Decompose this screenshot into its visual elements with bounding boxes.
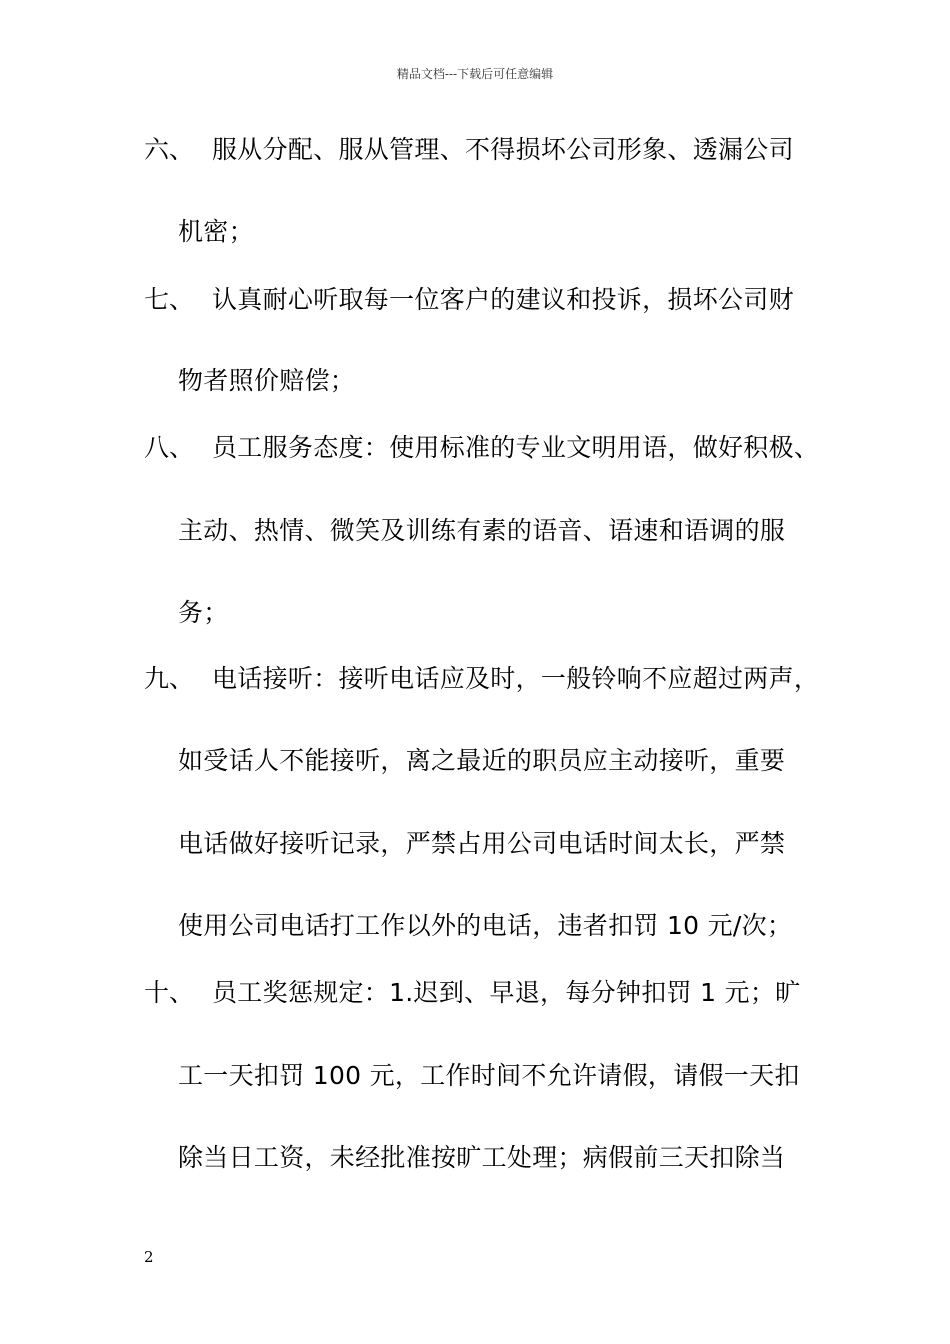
item-text-line: 机密；	[178, 217, 254, 246]
page-number: 2	[144, 1248, 154, 1266]
item-text-line: 员工服务态度：使用标准的专业文明用语，做好积极、	[212, 433, 820, 462]
item-text-line: 电话接听：接听电话应及时，一般铃响不应超过两声，	[212, 664, 820, 693]
item-text-line: 使用公司电话打工作以外的电话，违者扣罚 10 元/次；	[178, 911, 793, 940]
item-text-line: 除当日工资，未经批准按旷工处理；病假前三天扣除当	[178, 1143, 786, 1172]
item-text-line: 如受话人不能接听，离之最近的职员应主动接听，重要	[178, 746, 786, 775]
item-text-line: 物者照价赔偿；	[178, 366, 356, 395]
item-number: 七、	[144, 285, 195, 314]
item-number: 八、	[144, 433, 195, 462]
item-text-line: 务；	[178, 598, 229, 627]
item-text-line: 主动、热情、微笑及训练有素的语音、语速和语调的服	[178, 516, 786, 545]
item-number: 六、	[144, 135, 195, 164]
item-number: 九、	[144, 664, 195, 693]
item-text-line: 认真耐心听取每一位客户的建议和投诉，损坏公司财	[212, 285, 794, 314]
item-text-line: 员工奖惩规定：1.迟到、早退，每分钟扣罚 1 元；旷	[212, 978, 801, 1007]
item-text-line: 电话做好接听记录，严禁占用公司电话时间太长，严禁	[178, 829, 786, 858]
document-header: 精品文档---下载后可任意编辑	[396, 67, 554, 81]
item-text-line: 工一天扣罚 100 元，工作时间不允许请假，请假一天扣	[178, 1061, 800, 1090]
item-text-line: 服从分配、服从管理、不得损坏公司形象、透漏公司	[212, 135, 794, 164]
item-number: 十、	[144, 978, 195, 1007]
